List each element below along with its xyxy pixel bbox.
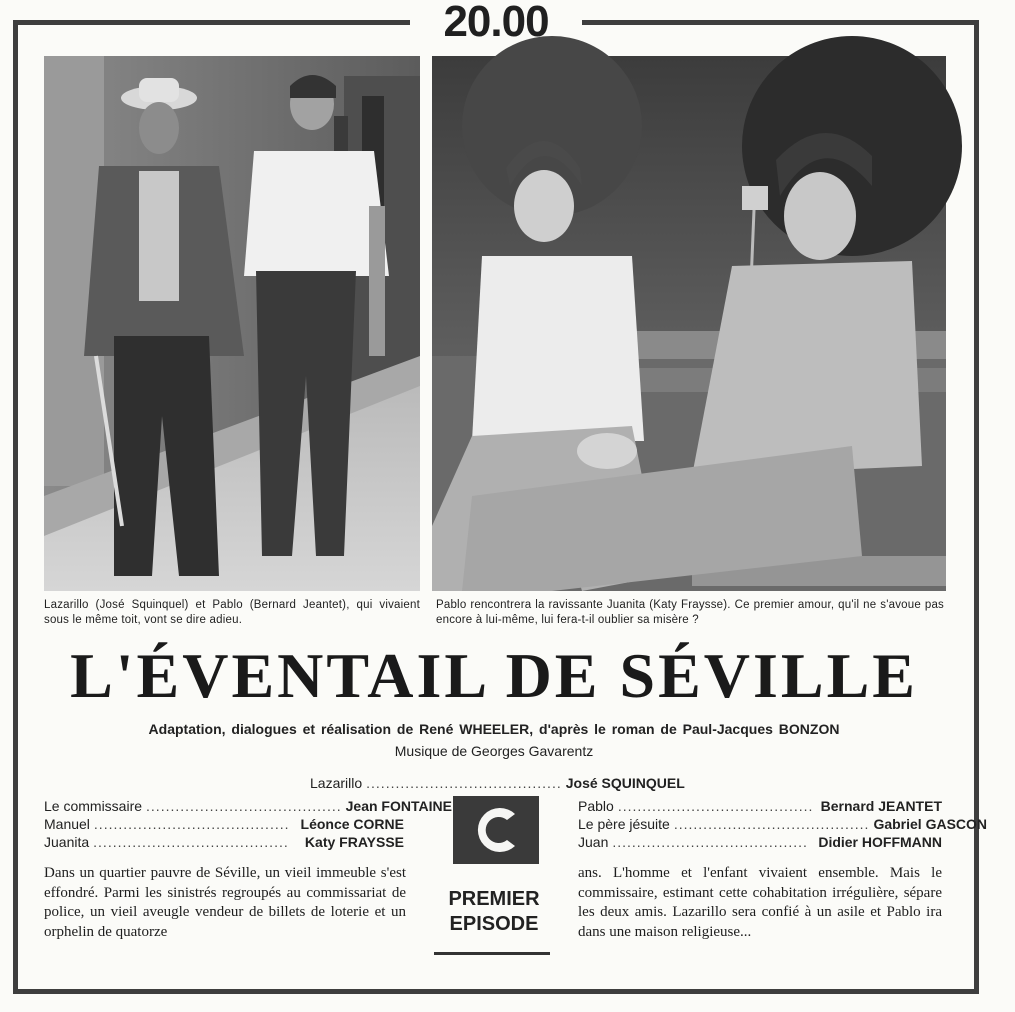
cast-row-right-2 xyxy=(578,815,988,833)
cast-role: Manuel xyxy=(44,816,90,832)
cast-role: Lazarillo xyxy=(310,775,363,791)
cast-actor: José SQUINQUEL xyxy=(565,775,685,791)
caption-right: Pablo rencontrera la ravissante Juanita (Katy Fraysse). Ce premier amour, qu'il ne s'avoue pas encore à lui-même, lui fera-t-il oublier sa misère ? xyxy=(436,599,944,626)
photo-lazarillo-pablo xyxy=(44,56,420,591)
credits-line: Adaptation, dialogues et réalisation de René WHEELER, d'après le roman de Paul-Jacques BONZON xyxy=(148,721,840,737)
cast-row-right-1 xyxy=(578,797,942,815)
cast-actor: Jean FONTAINE xyxy=(345,798,452,814)
synopsis-left: Dans un quartier pauvre de Séville, un vieil immeuble s'est effondré. Parmi les sinistrés regroupés au commissariat de police, un vieil aveugle vendeur de billets de loterie et un orphelin de quatorze xyxy=(44,865,406,940)
cast-leader-dots: ........................................ xyxy=(673,816,870,832)
cast-row-right-3 xyxy=(578,833,942,851)
cast-row-center xyxy=(310,774,685,792)
cast-role: Juanita xyxy=(44,834,90,850)
cast-role: Le père jésuite xyxy=(578,816,670,832)
caption-left: Lazarillo (José Squinquel) et Pablo (Bernard Jeantet), qui vivaient sous le même toit, vont se dire adieu. xyxy=(44,599,420,626)
channel-c-icon xyxy=(453,796,539,864)
cast-leader-dots: ........................................ xyxy=(93,834,289,850)
cast-role: Pablo xyxy=(578,798,614,814)
cast-row-left-1 xyxy=(44,797,452,815)
cast-row-left-2 xyxy=(44,815,404,833)
cast-leader-dots: ........................................ xyxy=(612,834,808,850)
episode-label xyxy=(432,887,556,937)
episode-line-1: PREMIER xyxy=(448,888,540,910)
cast-actor: Léonce CORNE xyxy=(300,816,404,832)
cast-leader-dots: ........................................ xyxy=(617,798,814,814)
music-credit: Musique de Georges Gavarentz xyxy=(394,743,594,759)
cast-row-left-3 xyxy=(44,833,404,851)
episode-line-2: EPISODE xyxy=(449,913,539,935)
synopsis-right: ans. L'homme et l'enfant vivaient ensemble. Mais le commissaire, estimant cette cohabitation irrégulière, sépare les deux amis. Lazarillo sera confié à un asile et Pablo ira dans une maison religieuse... xyxy=(578,865,942,940)
cast-actor: Katy FRAYSSE xyxy=(304,834,404,850)
cast-role: Juan xyxy=(578,834,609,850)
program-title: L'ÉVENTAIL DE SÉVILLE xyxy=(70,640,918,711)
cast-actor: Bernard JEANTET xyxy=(820,798,942,814)
episode-underline xyxy=(434,952,550,955)
cast-leader-dots: ........................................ xyxy=(146,798,342,814)
cast-role: Le commissaire xyxy=(44,798,143,814)
cast-actor: Gabriel GASCON xyxy=(873,816,988,832)
cast-actor: Didier HOFFMANN xyxy=(818,834,942,850)
photo-pablo-juanita xyxy=(432,56,946,591)
cast-leader-dots: ........................................ xyxy=(93,816,290,832)
cast-leader-dots: ........................................ xyxy=(366,775,562,791)
broadcast-time: 20.00 xyxy=(410,0,582,44)
